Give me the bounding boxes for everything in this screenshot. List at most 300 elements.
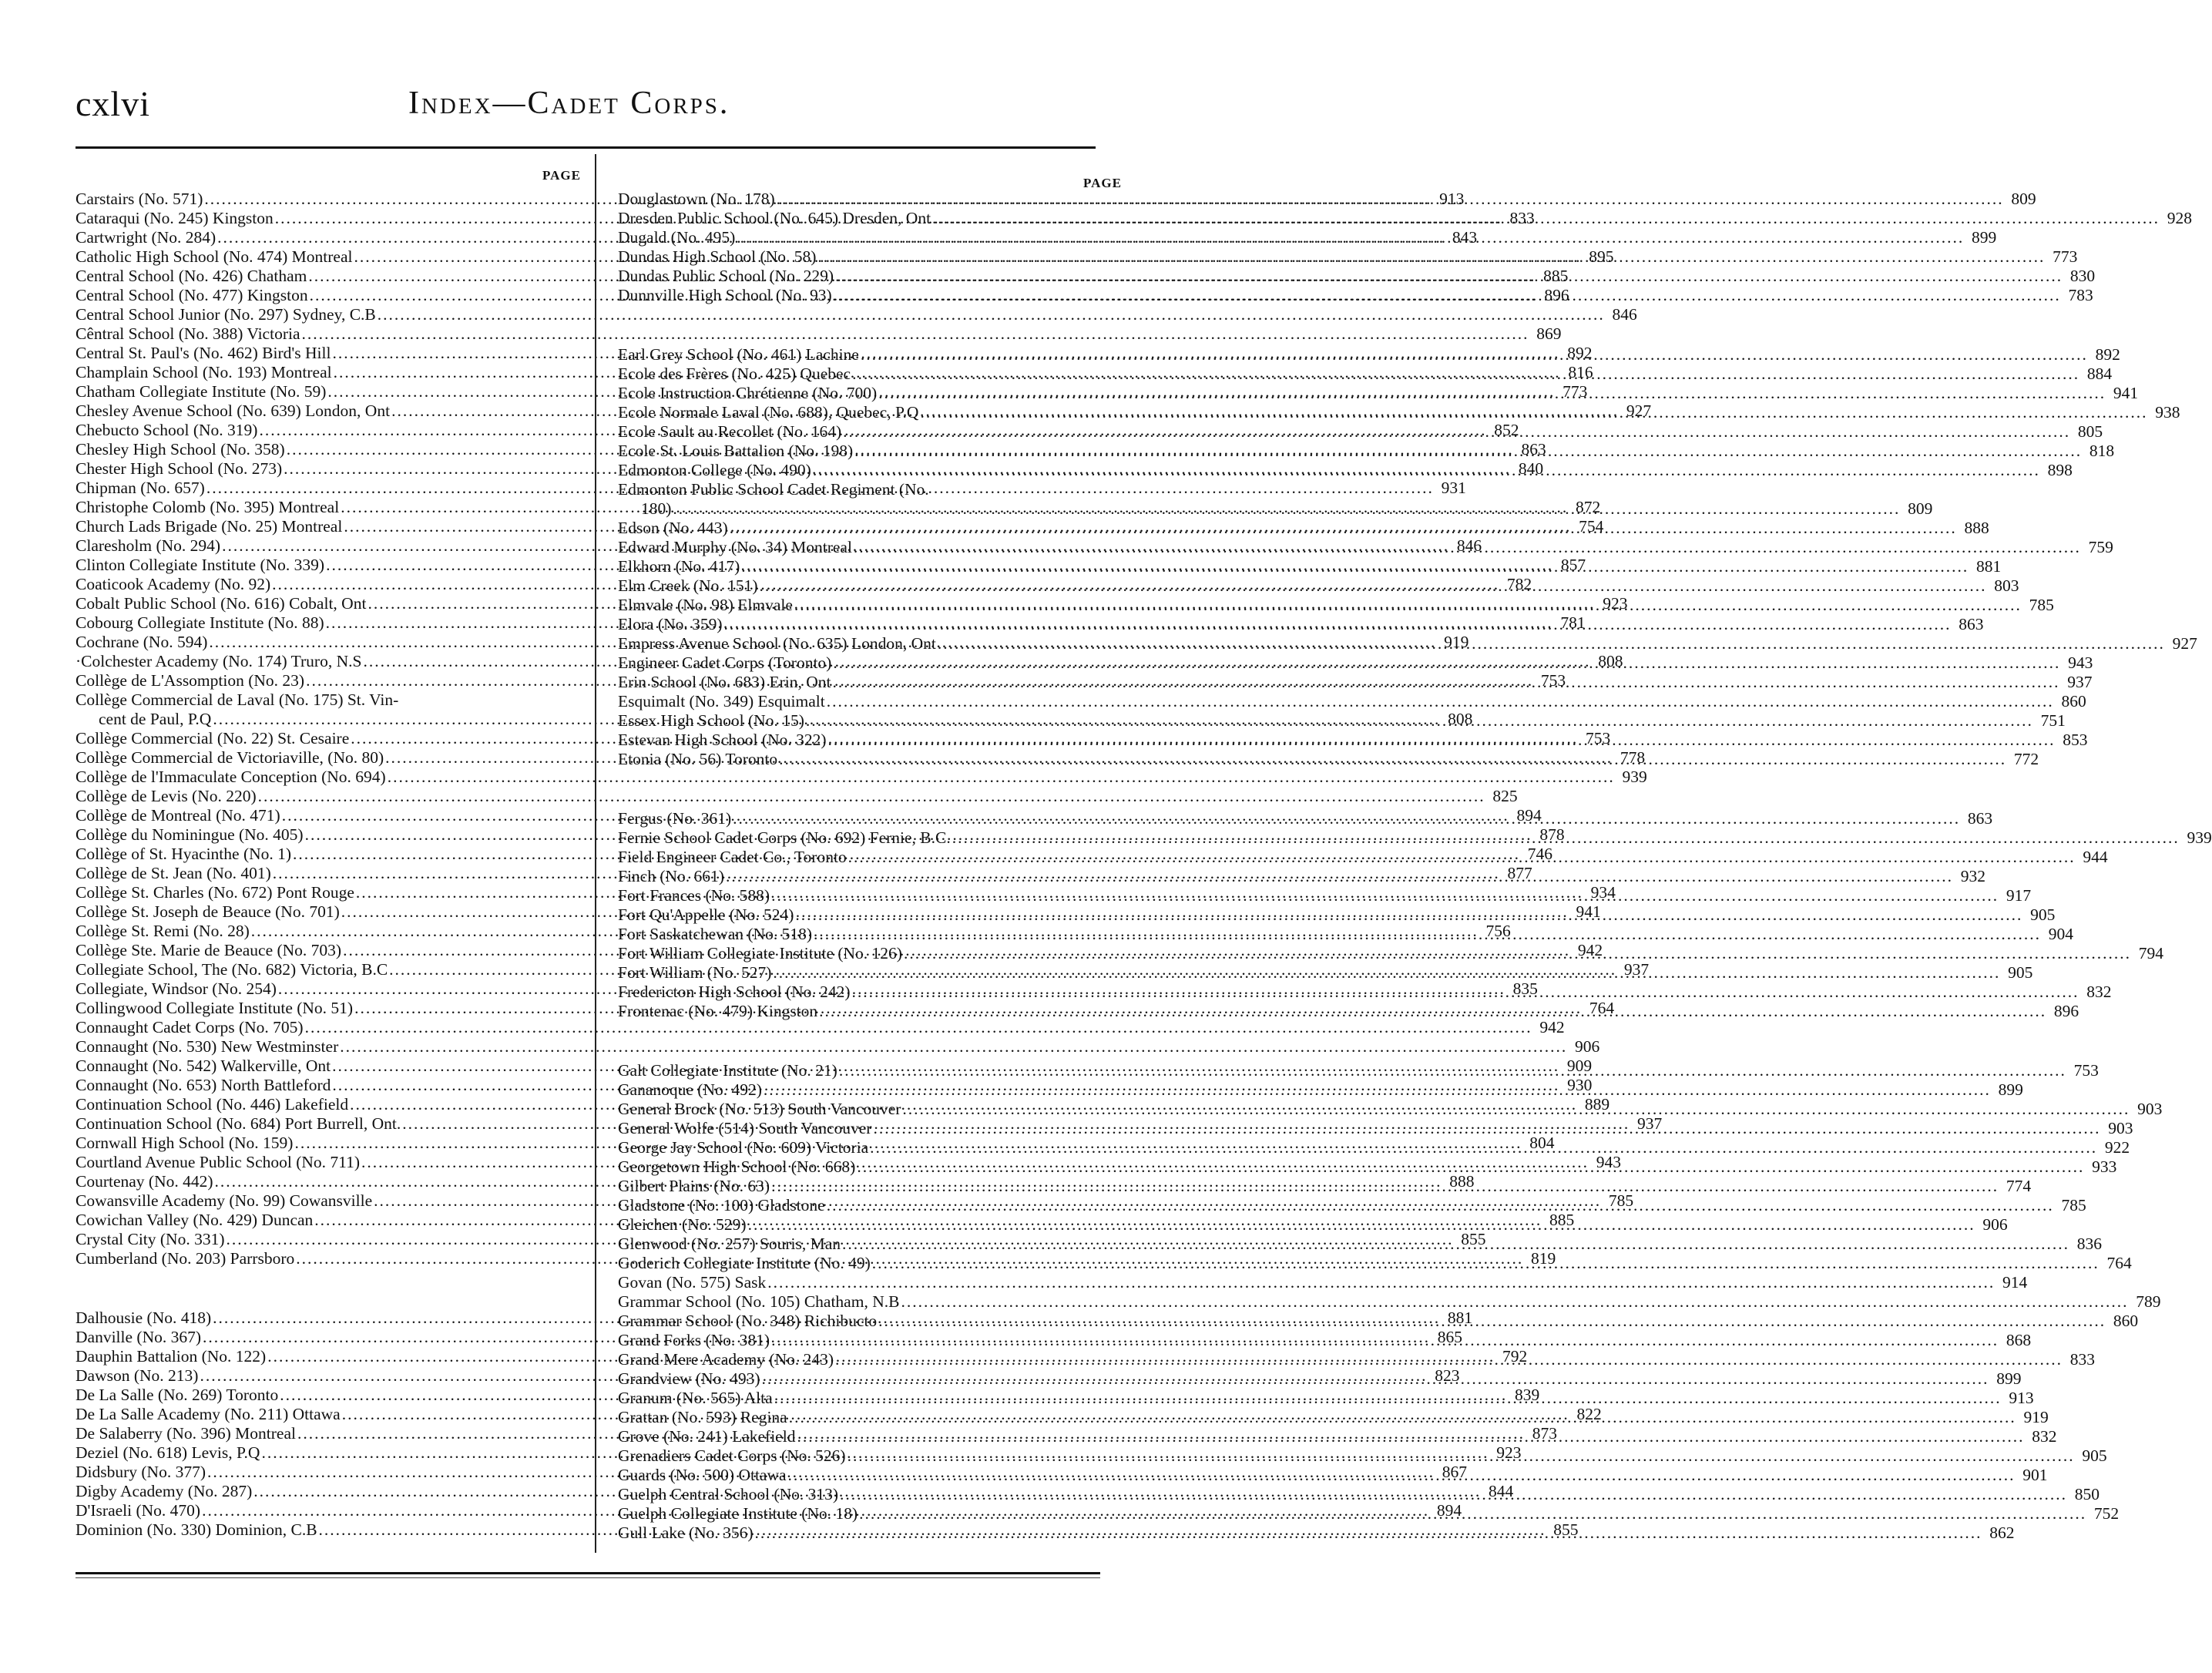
index-entry: [76, 1037, 1600, 1057]
entry-name: De La Salle (No. 269) Toronto: [76, 1386, 279, 1404]
entry-page: 927: [2172, 634, 2197, 653]
entry-page: 901: [2022, 1466, 2048, 1484]
entry-page: 913: [2009, 1389, 2034, 1407]
group-gap: [618, 1021, 1122, 1061]
group-gap: [618, 305, 1122, 345]
entry-page: 794: [2138, 944, 2163, 962]
entry-name: General Brock (No. 513) South Vancouver: [618, 1100, 901, 1118]
entry-page: 873: [1532, 1424, 1557, 1443]
entry-page: 885: [1543, 267, 1569, 285]
entry-name: Earl Grey School (No. 461) Lachine: [618, 345, 859, 364]
dot-leader: [827, 1196, 2054, 1215]
entry-name: Collège Ste. Marie de Beauce (No. 703): [76, 941, 342, 959]
index-entry: [618, 1196, 2086, 1215]
entry-page: 785: [1608, 1191, 1634, 1210]
entry-page: 839: [1514, 1386, 1540, 1404]
dot-leader: [771, 886, 1999, 905]
entry-page: 830: [2069, 267, 2096, 285]
entry-name: Ecole Normale Laval (No. 688), Quebec, P.Q: [618, 403, 919, 422]
entry-name: Collège de Montreal (No. 471): [76, 806, 280, 825]
entry-name: Goderich Collegiate Institute (No. 49): [618, 1254, 871, 1272]
dot-leader: [878, 1312, 2106, 1331]
entry-name: Courtland Avenue Public School (No. 711): [76, 1153, 361, 1171]
entry-page: 752: [2093, 1504, 2120, 1523]
bottom-rule: [76, 1572, 1100, 1574]
entry-name: Chatham Collegiate Institute (No. 59): [76, 382, 327, 401]
entry-page: 889: [1584, 1095, 1610, 1114]
entry-name: Dominion (No. 330) Dominion, C.B: [76, 1520, 317, 1539]
entry-name: Crystal City (No. 331): [76, 1230, 225, 1248]
entry-page: 917: [2006, 886, 2032, 905]
entry-page: 789: [2136, 1292, 2161, 1311]
entry-name: ·Colchester Academy (No. 174) Truro, N.S: [76, 652, 362, 670]
entry-page: 855: [1461, 1230, 1486, 1248]
entry-page: 792: [1502, 1347, 1528, 1366]
entry-page: 937: [1623, 960, 1650, 979]
entry-page: 923: [1603, 594, 1628, 613]
entry-name: Cartwright (No. 284): [76, 228, 217, 247]
entry-name: Collège de Levis (No. 220): [76, 787, 257, 805]
dot-leader: [840, 1485, 2067, 1504]
entry-page: 919: [2023, 1408, 2049, 1426]
entry-name: Chipman (No. 657): [76, 479, 205, 497]
entry-page: 888: [1449, 1172, 1475, 1191]
entry-page: 832: [2032, 1427, 2057, 1446]
entry-name: Collège Commercial (No. 22) St. Cesaire: [76, 729, 350, 747]
dot-leader: [828, 731, 2056, 750]
dot-leader: [842, 1235, 2069, 1254]
entry-page: 939: [2187, 828, 2212, 847]
entry-name: Dugald (No. 495): [618, 228, 736, 247]
dot-leader: [878, 384, 2106, 403]
dot-leader: [859, 1504, 2086, 1524]
entry-name: Ecole Sault au Recollet (No. 164): [618, 422, 842, 441]
entry-name: Fort Frances (No. 588): [618, 886, 770, 905]
dot-leader: [773, 963, 2000, 983]
entry-name: Guelph Collegiate Institute (No. 18): [618, 1504, 858, 1523]
entry-page: 881: [1447, 1309, 1473, 1327]
entry-page: 843: [1452, 228, 1478, 247]
entry-page: 927: [1626, 401, 1652, 420]
dot-leader: [764, 1080, 1991, 1100]
entry-name: Clinton Collegiate Institute (No. 339): [76, 556, 325, 574]
entry-name: D'Israeli (No. 470): [76, 1501, 201, 1520]
entry-name: Collège de l'Immaculate Conception (No. 694): [76, 768, 386, 786]
entry-name: Etonia (No. 56) Toronto: [618, 750, 778, 768]
dot-leader: [848, 1446, 2075, 1466]
entry-name: Grammar School (No. 348) Richibucto: [618, 1312, 878, 1330]
entry-name: Collegiate, Windsor (No. 254): [76, 979, 277, 998]
entry-name: Cumberland (No. 203) Parrsboro: [76, 1249, 295, 1268]
entry-name: Field Engineer Cadet Co., Toronto: [618, 848, 847, 866]
entry-page: 937: [1636, 1114, 1663, 1133]
entry-name: De La Salle Academy (No. 211) Ottawa: [76, 1405, 341, 1423]
entry-name: Fort William Collegiate Institute (No. 126): [618, 944, 902, 962]
dot-leader: [760, 576, 1987, 596]
dot-leader: [741, 557, 1969, 576]
entry-page: 809: [2011, 190, 2036, 208]
bottom-rule-thin: [76, 1577, 1100, 1578]
dot-leader: [932, 209, 2160, 228]
entry-name: Gleichen (No. 529): [618, 1215, 747, 1234]
entry-page: 746: [1527, 845, 1553, 863]
entry-name: Connaught (No. 653) North Battleford: [76, 1076, 331, 1094]
entry-page: 825: [1492, 787, 1518, 805]
entry-name: Continuation School (No. 684) Port Burrell, Ont.: [76, 1114, 401, 1133]
dot-leader: [952, 828, 2180, 848]
entry-name: Danville (No. 367): [76, 1328, 202, 1346]
entry-page: 785: [2029, 596, 2054, 614]
entry-name: Galt Collegiate Institute (No. 21): [618, 1061, 837, 1080]
entry-page: 938: [2155, 403, 2180, 422]
entry-name: Cobalt Public School (No. 616) Cobalt, Ont: [76, 594, 367, 613]
entry-name: Engineer Cadet Corps (Toronto): [618, 653, 832, 672]
entry-page: 922: [2104, 1138, 2130, 1157]
entry-name: Chesley Avenue School (No. 639) London, Ont: [76, 401, 391, 420]
entry-page: 774: [2006, 1177, 2032, 1195]
dot-leader: [795, 905, 2022, 925]
entry-page: 888: [1964, 519, 1989, 537]
entry-name: Dunnville High School (No. 93): [618, 286, 832, 304]
entry-page: 844: [1489, 1482, 1514, 1500]
entry-name: Grove (No. 241) Lakefield: [618, 1427, 796, 1446]
entry-page: 833: [2069, 1350, 2096, 1369]
entry-page: 850: [2074, 1485, 2100, 1503]
dot-leader: [870, 1138, 2097, 1157]
entry-name: Fredericton High School (No. 242): [618, 983, 851, 1001]
entry-name: Glenwood (No. 257) Souris, Man: [618, 1235, 841, 1253]
entry-page: 773: [2053, 247, 2078, 266]
entry-name: Cornwall High School (No. 159): [76, 1134, 294, 1152]
entry-page: 942: [1577, 941, 1603, 959]
entry-name: Central School (No. 477) Kingston: [76, 286, 308, 304]
entry-page: 914: [2002, 1273, 2028, 1292]
dot-leader: [852, 983, 2079, 1002]
entry-name: Fernie School Cadet Corps (No. 692) Fernie, B.C.: [618, 828, 951, 847]
entry-page: 865: [1437, 1328, 1463, 1346]
dot-leader: [872, 1254, 2100, 1273]
dot-leader: [819, 1002, 2046, 1021]
entry-name: Coaticook Academy (No. 92): [76, 575, 271, 593]
dot-leader: [730, 519, 1957, 538]
entry-name: Cataraqui (No. 245) Kingston: [76, 209, 274, 227]
entry-name: Collège St. Joseph de Beauce (No. 701): [76, 902, 340, 921]
entry-name: Elora (No. 359): [618, 615, 723, 633]
entry-page: 783: [2068, 286, 2093, 304]
index-entry: [76, 768, 1647, 787]
entry-name: Grand Mere Academy (No. 243): [618, 1350, 834, 1369]
entry-page: 756: [1485, 922, 1511, 940]
entry-page: 808: [1598, 652, 1623, 670]
entry-name: Cowansville Academy (No. 99) Cowansville: [76, 1191, 373, 1210]
entry-name: Empress Avenue School (No. 635) London, Ont: [618, 634, 936, 653]
column-divider: [595, 154, 596, 1553]
entry-page: 764: [2106, 1254, 2132, 1272]
entry-name: Deziel (No. 618) Levis, P.Q: [76, 1443, 260, 1462]
entry-page: 906: [1574, 1037, 1600, 1056]
entry-name: Grammar School (No. 105) Chatham, N.B: [618, 1292, 900, 1311]
entry-page: 772: [2013, 750, 2039, 768]
entry-name: Elm Creek (No. 151): [618, 576, 758, 595]
index-entry: [76, 324, 1562, 344]
entry-name: Dundas Public School (No. 229): [618, 267, 834, 285]
page-column-label: PAGE: [542, 168, 581, 183]
entry-page: 904: [2048, 925, 2073, 943]
dot-leader: [854, 538, 2081, 557]
entry-name: Finch (No. 661): [618, 867, 724, 885]
entry-page: 928: [2167, 209, 2193, 227]
entry-name: Carstairs (No. 571): [76, 190, 203, 208]
dot-leader: [771, 1177, 1999, 1196]
entry-name: Frontenac (No. 479) Kingston: [618, 1002, 818, 1020]
dot-leader: [806, 711, 2033, 731]
dot-leader: [737, 228, 1964, 247]
dot-leader: [794, 596, 2022, 615]
entry-name: Ecole Instruction Chrétienne (No. 700): [618, 384, 878, 402]
entry-name: Collège Commercial de Victoriaville, (No. 80): [76, 748, 384, 767]
entry-name: Grenadiers Cadet Corps (No. 526): [618, 1446, 846, 1465]
entry-name: Edmonton College (No. 490): [618, 461, 811, 479]
entry-page: 804: [1529, 1134, 1555, 1152]
entry-name: General Wolfe (514) South Vancouver: [618, 1119, 872, 1137]
dot-leader: [789, 1408, 2016, 1427]
entry-page: 923: [1496, 1443, 1522, 1462]
entry-name: Gull Lake (No. 356): [618, 1524, 754, 1542]
index-entry: [76, 1018, 1565, 1037]
entry-page: 805: [2077, 422, 2103, 441]
dot-leader: [920, 403, 2147, 422]
entry-page: 872: [1575, 498, 1601, 516]
entry-page: 905: [2082, 1446, 2107, 1465]
entry-name: Edmonton Public School Cadet Regiment (No.: [618, 480, 929, 499]
entry-name: Church Lads Brigade (No. 25) Montreal: [76, 517, 343, 536]
entry-name: Cochrane (No. 594): [76, 633, 208, 651]
entry-name-continued: 180): [641, 499, 672, 518]
entry-name: Dresden Public School (No. 645) Dresden, Ont: [618, 209, 931, 227]
entry-name: Grandview (No. 493): [618, 1369, 760, 1388]
entry-name: Elkhorn (No. 417): [618, 557, 740, 576]
entry-name: Christophe Colomb (No. 395) Montreal: [76, 498, 340, 516]
dot-leader: [852, 364, 2079, 384]
dot-leader: [724, 615, 1952, 634]
entry-name: Ecole St. Louis Battalion (No. 198): [618, 442, 854, 460]
entry-page: 819: [1530, 1249, 1556, 1268]
entry-page: 941: [2113, 384, 2139, 402]
entry-page: 785: [2061, 1196, 2086, 1214]
entry-name: Edson (No. 443): [618, 519, 728, 537]
entry-page: 895: [1589, 247, 1614, 266]
entry-page: 832: [2086, 983, 2112, 1001]
entry-page: 833: [1509, 209, 1535, 227]
entry-page: 877: [1507, 864, 1532, 882]
index-entry: [618, 1292, 2161, 1312]
entry-page: 939: [1622, 768, 1647, 786]
entry-page: 863: [1521, 440, 1546, 459]
entry-page: 778: [1620, 748, 1646, 767]
entry-name: Gladstone (No. 100) Gladstone: [618, 1196, 825, 1214]
entry-name: Dawson (No. 213): [76, 1366, 199, 1385]
entry-name: Fort Qu'Appelle (No. 524): [618, 905, 794, 924]
entry-name: Collegiate School, The (No. 682) Victoria, B.C: [76, 960, 388, 979]
entry-name: Central School Junior (No. 297) Sydney, C.B: [76, 305, 376, 324]
entry-name: George Jay School (No. 609) Victoria: [618, 1138, 869, 1157]
entry-page: 823: [1435, 1366, 1460, 1385]
entry-page: 764: [1589, 999, 1615, 1017]
entry-page: 818: [2089, 442, 2115, 460]
dot-leader: [771, 1331, 1999, 1350]
page-title: Index—Cadet Corps.: [408, 86, 730, 121]
entry-page: 905: [2008, 963, 2033, 982]
index-entry: [76, 787, 1518, 806]
entry-page: 905: [2030, 905, 2056, 924]
dot-leader: [833, 653, 2060, 673]
entry-page: 896: [2053, 1002, 2079, 1020]
dot-leader: [843, 422, 2070, 442]
dot-leader: [848, 848, 2076, 867]
entry-page: 913: [1439, 190, 1465, 208]
entry-page: 835: [1512, 979, 1538, 998]
dot-leader: [832, 673, 2059, 692]
entry-page: 840: [1518, 459, 1544, 478]
entry-name: Fergus (No. 361): [618, 809, 732, 828]
entry-name: Collège of St. Hyacinthe (No. 1): [76, 845, 292, 863]
index-entry: [618, 692, 2086, 711]
entry-page: 899: [1996, 1369, 2022, 1388]
entry-page: 759: [2088, 538, 2113, 556]
entry-name: Grattan (No. 593) Regina: [618, 1408, 787, 1426]
dot-leader: [901, 1292, 2128, 1312]
top-rule: [76, 146, 1096, 149]
entry-name: Champlain School (No. 193) Montreal: [76, 363, 332, 381]
dot-leader: [777, 190, 2004, 209]
entry-page: 931: [1441, 479, 1466, 497]
dot-leader: [834, 286, 2061, 305]
entry-page: 906: [1982, 1215, 2008, 1234]
dot-leader: [873, 1119, 2100, 1138]
entry-page: 919: [1444, 633, 1469, 651]
dot-leader: [814, 925, 2041, 944]
entry-name: Douglastown (No. 178): [618, 190, 775, 208]
entry-page: 894: [1436, 1501, 1462, 1520]
entry-page: 754: [1579, 517, 1604, 536]
dot-leader: [755, 1524, 1982, 1543]
entry-name: Elmvale (No. 98) Elmvale: [618, 596, 793, 614]
entry-name: Didsbury (No. 377): [76, 1463, 206, 1481]
entry-name: Catholic High School (No. 474) Montreal: [76, 247, 353, 266]
entry-name: Digby Academy (No. 287): [76, 1482, 253, 1500]
entry-page: 943: [2068, 653, 2093, 672]
entry-name: Edward Murphy (No. 34) Montreal: [618, 538, 852, 556]
dot-leader: [904, 944, 2131, 963]
dot-leader: [839, 1061, 2066, 1080]
entry-page: 878: [1539, 825, 1565, 844]
entry-page: 857: [1560, 556, 1586, 574]
entry-name: Essex High School (No. 15): [618, 711, 804, 730]
entry-page: 803: [1994, 576, 2019, 595]
entry-name: Collège St. Charles (No. 672) Pont Rouge: [76, 883, 354, 902]
entry-page: 892: [2095, 345, 2120, 364]
dot-leader: [788, 1466, 2016, 1485]
entry-page: 822: [1576, 1405, 1602, 1423]
dot-leader: [835, 1350, 2063, 1369]
entry-page: 781: [1560, 613, 1586, 632]
entry-name: Collingwood Collegiate Institute (No. 51): [76, 999, 354, 1017]
dot-leader: [835, 267, 2063, 286]
page-number: cxlvi: [76, 84, 150, 123]
entry-name: Continuation School (No. 446) Lakefield: [76, 1095, 349, 1114]
entry-name: Fort Saskatchewan (No. 518): [618, 925, 812, 943]
entry-name-continued: cent de Paul, P.Q: [99, 710, 212, 728]
entry-name: Estevan High School (No. 322): [618, 731, 827, 749]
entry-name: Central School (No. 426) Chatham: [76, 267, 307, 285]
entry-page: 782: [1506, 575, 1532, 593]
entry-page: 751: [2040, 711, 2066, 730]
entry-name: Connaught (No. 530) New Westminster: [76, 1037, 339, 1056]
entry-page: 903: [2108, 1119, 2133, 1137]
entry-name: Cowichan Valley (No. 429) Duncan: [76, 1211, 314, 1229]
entry-page: 855: [1553, 1520, 1579, 1539]
entry-name: Connaught (No. 542) Walkerville, Ont: [76, 1057, 331, 1075]
entry-name: Claresholm (No. 294): [76, 536, 221, 555]
entry-name: Collège de L'Assomption (No. 23): [76, 671, 305, 690]
entry-page: 898: [2047, 461, 2073, 479]
entry-name: Gananoque (No. 492): [618, 1080, 762, 1099]
dot-leader: [673, 499, 1900, 519]
entry-page: 869: [1536, 324, 1562, 343]
entry-page: 852: [1494, 421, 1519, 439]
entry-name: Guelph Central School (No. 313): [618, 1485, 839, 1503]
dot-leader: [726, 867, 1953, 886]
entry-name: Cêntral School (No. 388) Victoria: [76, 324, 300, 343]
dot-leader: [813, 461, 2040, 480]
entry-page: 944: [2083, 848, 2108, 866]
entry-page: 885: [1549, 1211, 1575, 1229]
dot-leader: [817, 247, 2045, 267]
entry-page: 930: [1567, 1076, 1593, 1094]
entry-name: Collège du Nominingue (No. 405): [76, 825, 304, 844]
entry-page: 909: [1566, 1057, 1593, 1075]
entry-page: 899: [1972, 228, 1997, 247]
page-column-label: PAGE: [1083, 176, 1122, 190]
entry-name: Dundas High School (No. 58): [618, 247, 817, 266]
entry-page: 753: [1586, 729, 1611, 747]
entry-page: 899: [1998, 1080, 2023, 1099]
dot-leader: [797, 1427, 2024, 1446]
entry-page: 934: [1590, 883, 1616, 902]
entry-page: 933: [2092, 1157, 2117, 1176]
entry-page: 773: [1562, 382, 1588, 401]
entry-page: 894: [1516, 806, 1542, 825]
entry-name: Central St. Paul's (No. 462) Bird's Hill: [76, 344, 331, 362]
entry-page: 816: [1568, 363, 1593, 381]
entry-page: 937: [2067, 673, 2093, 691]
dot-leader: [779, 750, 2006, 769]
entry-page: 884: [2086, 364, 2113, 383]
dot-leader: [938, 634, 2165, 653]
entry-page: 836: [2076, 1235, 2103, 1253]
entry-page: 846: [1612, 305, 1637, 324]
entry-page: 753: [2073, 1061, 2099, 1080]
entry-name: Chebucto School (No. 319): [76, 421, 258, 439]
entry-name: De Salaberry (No. 396) Montreal: [76, 1424, 296, 1443]
entry-page: 941: [1576, 902, 1601, 921]
dot-leader: [748, 1215, 1975, 1235]
entry-page: 943: [1596, 1153, 1622, 1171]
index-entry: [618, 345, 2120, 364]
entry-name: Gilbert Plains (No. 63): [618, 1177, 770, 1195]
entry-name: Grand Forks (No. 381): [618, 1331, 770, 1349]
entry-name: Connaught Cadet Corps (No. 705): [76, 1018, 304, 1036]
